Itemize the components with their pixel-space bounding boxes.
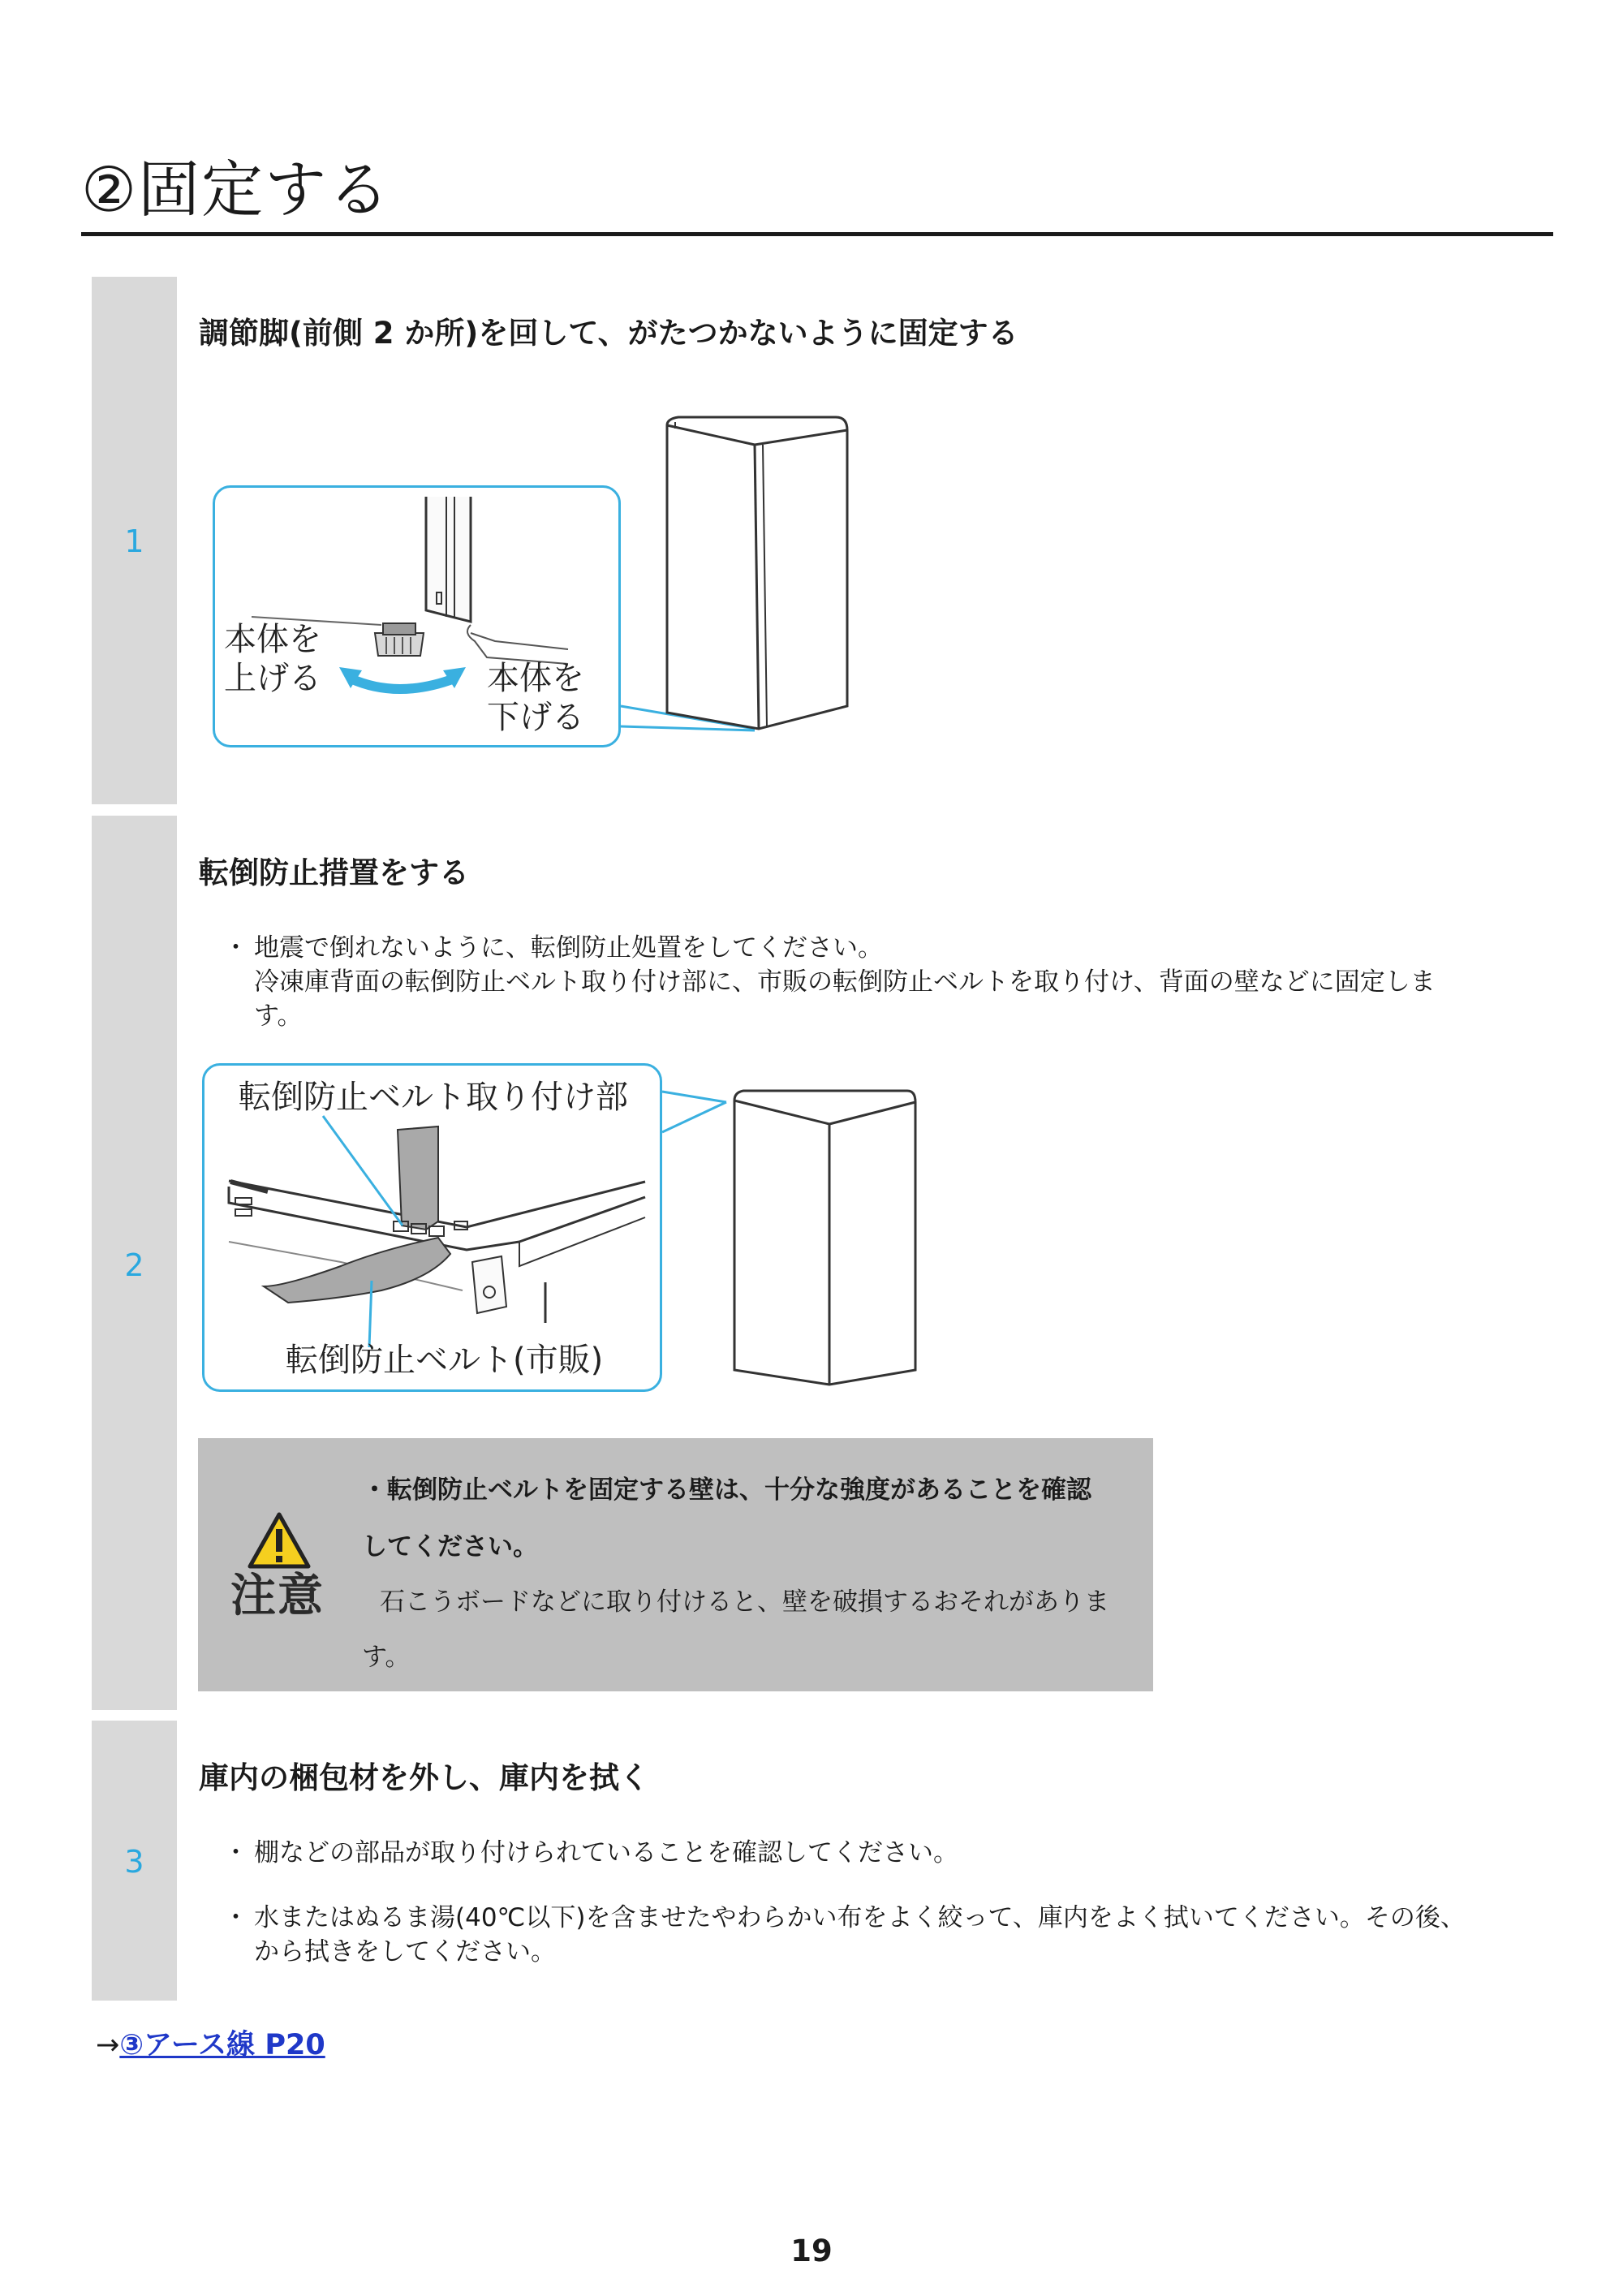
earth-wire-link[interactable]: ③アース線 P20 bbox=[119, 2029, 325, 2061]
lower-body-label: 本体を 下げる bbox=[487, 660, 584, 736]
caution-line-1: ・転倒防止ベルトを固定する壁は、十分な強度があることを確認 bbox=[362, 1475, 1091, 1505]
step-1-heading: 調節脚(前側 2 か所)を回して、がたつかないように固定する bbox=[199, 316, 1018, 351]
step-2-number: 2 bbox=[124, 1247, 144, 1283]
belt-mount-label: 転倒防止ベルト取り付け部 bbox=[239, 1079, 628, 1116]
caution-line-2: してください。 bbox=[362, 1532, 538, 1562]
next-section-link-row bbox=[96, 2031, 325, 2060]
bullet-marker: ・ bbox=[223, 933, 248, 963]
step-3-heading: 庫内の梱包材を外し、庫内を拭く bbox=[199, 1760, 649, 1795]
step-2-heading: 転倒防止措置をする bbox=[199, 855, 469, 890]
caution-line-3: 石こうボードなどに取り付けると、壁を破損するおそれがありま bbox=[380, 1587, 1109, 1617]
page-title: ②固定する bbox=[81, 153, 392, 226]
raise-body-label: 本体を 上げる bbox=[224, 621, 321, 697]
belt-label: 転倒防止ベルト(市販) bbox=[286, 1342, 604, 1379]
page-number: 19 bbox=[790, 2234, 833, 2268]
step-3-number: 3 bbox=[124, 1844, 144, 1880]
caution-line-4: す。 bbox=[362, 1643, 411, 1672]
step-1-number: 1 bbox=[124, 523, 144, 559]
bullet-marker: ・ bbox=[223, 1903, 248, 1932]
caution-word: 注意 bbox=[230, 1570, 325, 1622]
bullet-marker: ・ bbox=[223, 1838, 248, 1867]
caution-box bbox=[198, 1438, 1153, 1691]
arrow-icon: → bbox=[96, 2029, 120, 2061]
